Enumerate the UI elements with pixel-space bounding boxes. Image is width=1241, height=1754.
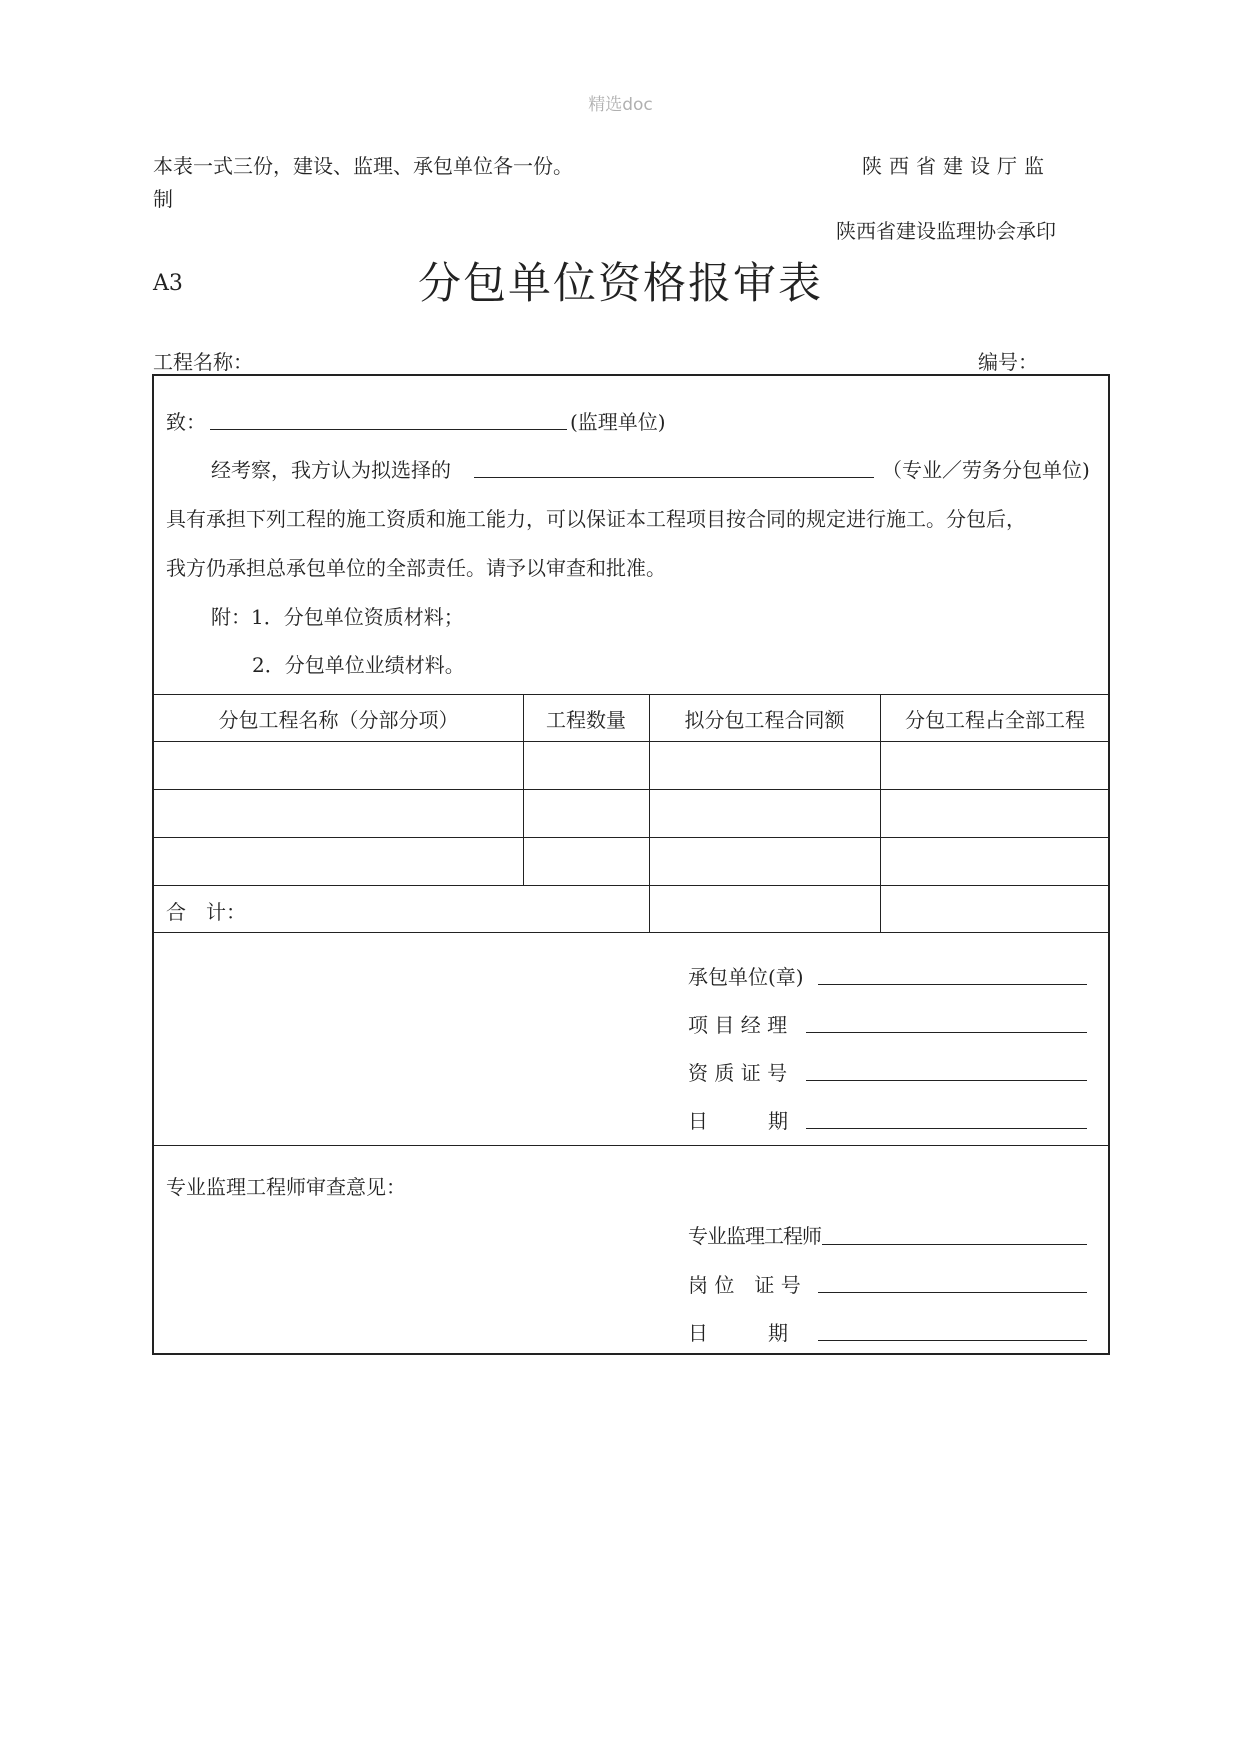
request-line2: 具有承担下列工程的施工资质和施工能力，可以保证本工程项目按合同的规定进行施工。分包后， (166, 507, 1026, 531)
request-line1-suffix: （专业／劳务分包单位) (882, 458, 1090, 482)
table-cell[interactable] (154, 838, 523, 885)
supervising-engineer-field[interactable] (822, 1244, 1087, 1245)
page-title: 分包单位资格报审表 (418, 259, 823, 309)
printer-note: 陕西省建设监理协会承印 (836, 219, 1056, 243)
copies-note: 本表一式三份，建设、监理、承包单位各一份。 (153, 154, 573, 178)
table-cell[interactable] (524, 790, 649, 837)
to-label: 致： (166, 410, 206, 434)
number-label: 编号： (978, 350, 1038, 374)
header-proportion: 分包工程占全部工程 (905, 708, 1085, 732)
contractor-unit-label: 承包单位(章) (688, 965, 804, 989)
table-cell[interactable] (154, 742, 523, 789)
project-manager-label: 项 目 经 理 (688, 1013, 788, 1037)
request-line1-prefix: 经考察，我方认为拟选择的 (211, 458, 451, 482)
table-top-border (154, 694, 1110, 695)
table-cell[interactable] (154, 790, 523, 837)
form-code: A3 (153, 271, 183, 296)
total-label: 合 计： (166, 900, 246, 924)
supervisor-opinion-label: 专业监理工程师审查意见： (166, 1175, 406, 1199)
total-proportion-cell[interactable] (881, 886, 1110, 932)
supervision-unit-field[interactable] (210, 429, 567, 430)
attachment-2: 2．分包单位业绩材料。 (252, 653, 465, 677)
table-cell[interactable] (650, 838, 880, 885)
issuer-note-wrap: 制 (153, 187, 173, 211)
contractor-date-label: 日 期 (688, 1109, 788, 1133)
form-frame (152, 374, 1110, 1355)
qualification-cert-label: 资 质 证 号 (688, 1061, 788, 1085)
total-amount-cell[interactable] (650, 886, 880, 932)
to-suffix: (监理单位) (570, 410, 666, 434)
header-quantity: 工程数量 (546, 708, 626, 732)
request-line3: 我方仍承担总承包单位的全部责任。请予以审查和批准。 (166, 556, 666, 580)
table-cell[interactable] (650, 742, 880, 789)
project-name-label: 工程名称： (153, 350, 253, 374)
supervising-engineer-label: 专业监理工程师 (688, 1224, 821, 1248)
section-divider (154, 1145, 1110, 1146)
table-cell[interactable] (881, 838, 1110, 885)
issuer-note: 陕西省建设厅监 (862, 154, 1051, 178)
watermark: 精选doc (588, 95, 653, 115)
post-cert-label: 岗 位 证 号 (688, 1273, 801, 1297)
table-cell[interactable] (524, 742, 649, 789)
post-cert-field[interactable] (818, 1292, 1087, 1293)
table-cell[interactable] (650, 790, 880, 837)
project-manager-field[interactable] (806, 1032, 1087, 1033)
attachment-1: 附：1．分包单位资质材料； (211, 605, 464, 629)
subcontractor-field[interactable] (474, 477, 874, 478)
table-bottom-border (154, 932, 1110, 933)
table-cell[interactable] (881, 790, 1110, 837)
table-cell[interactable] (524, 838, 649, 885)
table-cell[interactable] (881, 742, 1110, 789)
supervisor-date-label: 日 期 (688, 1321, 788, 1345)
contractor-unit-field[interactable] (818, 984, 1087, 985)
header-contract-amount: 拟分包工程合同额 (684, 708, 845, 732)
header-subcontract-name: 分包工程名称（分部分项） (218, 708, 459, 732)
contractor-date-field[interactable] (806, 1128, 1087, 1129)
qualification-cert-field[interactable] (806, 1080, 1087, 1081)
supervisor-date-field[interactable] (818, 1340, 1087, 1341)
